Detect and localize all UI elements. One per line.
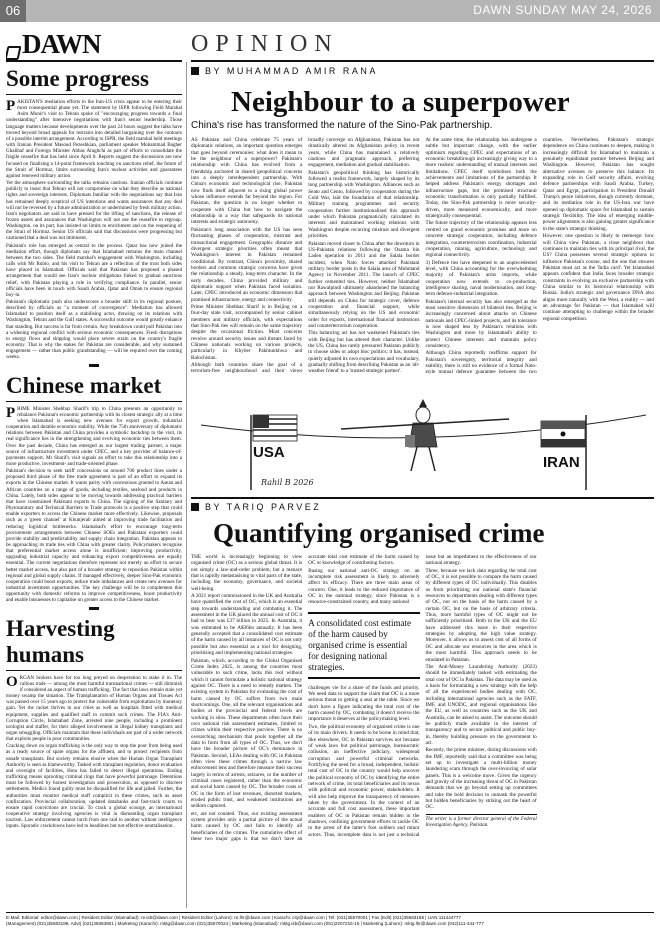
editorial-body-3 <box>6 675 182 830</box>
article-2-body <box>191 554 654 844</box>
paragraph: challenges vie for a share of the funds and priority. We need data to support the claim that OC is a more serious threat to getting a seat at the table. Since we don't have a figure indicating the total cost of the harm caused by OC, combating it doesn't receive the importance it deserves at the policymaking level. <box>308 684 420 723</box>
column-divider <box>186 62 187 908</box>
dropcap: O <box>6 673 18 690</box>
masthead <box>6 24 182 62</box>
paragraph: 3) Defence ties have deepened to an unprecedented level, with China accounting for the overwhelming majority of Pakistan's arms imports, while cooperation now extends to co-production, intelligence sharing, naval modernisation, and long-term defence-industrial integration. <box>425 259 537 298</box>
editorial-title-1: Some progress <box>6 66 182 95</box>
headline-2: Quantifying organised crime <box>213 518 545 548</box>
paragraph: The future trajectory of the relationship appears less centred on grand economic promises and more on concrete strategic cooperation, including defence integration, counterterrorism coordination, industrial cooperation, mining, agriculture, technology and regional connectivity. <box>425 220 537 259</box>
end-mark <box>6 606 182 612</box>
paragraph: Two, the political economy of organised crime is one of its main drivers. It needs to be borne in mind that, like elsewhere, OC in Pakistan survives not because of weak laws but political patronage, bureaucratic collusion, an ineffective judiciary, widespread corruption and powerful criminal networks. Fortifying the need for a broad, independent, holistic total cost of OC in the country would help uncover the political economy of OC by identifying the entire network of crime, its total beneficiaries and its nexus with political and economic power, stakeholders. It will also help improve the transparency of measures taken by the government. In the context of an accurate and full cost assessment, these important enablers of OC in Pakistan remain hidden in the shadows, confining government efforts to tackle OC to the arrest of the latter's foot soldiers and minor actors. Thus, incomplete data is not just a technical issue but an impediment to the effectiveness of our national strategy. <box>308 554 537 838</box>
paragraph: etc, are not counted. Thus, our existing assessment system provides only a partial picture of the actual harm caused by OC and fails to identify all beneficiaries of the crimes. The cumulative effect of these two major gaps is that we don't have an accurate total cost estimate of the harm caused by OC or knowledge of contributing factors. <box>191 554 420 843</box>
paragraph: AKISTAN'S mediation efforts in the Iran-US crisis appear to be entering their most consequential phase yet. The statement by ISPR following Field Marshal Asim Munir's visit to Tehran spoke of "encouraging progress towards a final understanding" after intensive negotiations with Iran's senior leadership. Those language matters because developments over the past 24 hours suggest the talks have moved beyond broad appeals for restraint into detailed bargaining over the contours of a possible interim arrangement. According to ISPR, the field marshal held meetings with Iranian President Masoud Pezeshkian, parliament speaker Mohammad Bagher Ghalibaf and Foreign Minister Abbas Araghchi as part of efforts to consolidate the fragile ceasefire that has held since April 8. Reports suggest the discussions are now focused on finalising a 14-point framework touching on sanctions relief, the future of the Strait of Hormuz, limits surrounding Iran's nuclear activities and guarantees against renewed military action. <box>6 99 182 179</box>
artist-signature: Rahil B 2026 <box>261 478 314 487</box>
paragraph: THE world is increasingly beginning to view organised crime (OC) as a serious global threat. It is not simply a law-and-order problem, but a menace that is rapidly metastasising to vital parts of the state, including the economy, governance, and societal well-being. <box>191 554 303 592</box>
paragraph: A 2021 report commissioned in the UK and Australia have quantified the cost of OC, which is an essential step towards understanding and combating it. The assessment in the UK placed the annual cost of OC it had to bear was £37 billion in 2025. In Australia, it was estimated to be A$36bn annually. It has been generally accepted that a consolidated cost estimate of the harm caused by all instances of OC is not only possible but also essential as a tool for designing, prioritising and implementing national strategies. <box>191 593 303 657</box>
paragraph: RIME Minister Shehbaz Sharif's trip to China presents an opportunity to rebalance Pakistan's economic partnership with its closest strategic ally at a time when Islamabad is seeking new avenues for export growth, industrial cooperation and durable economic stability. While the 75th anniversary of diplomatic relations between Pakistan and China provides a symbolic backdrop to the visit, its real significance lies in the strengthening and evolving economic ties between them. Over the past decade, China has emerged as our largest trading partner, a major source of infrastructure investment under CPEC, and a key provider of balance-of-payments support. Mr Sharif's visit signals an effort to take this relationship into a more productive, investment- and trade-oriented phase. <box>6 405 182 467</box>
section-label: OPINION <box>191 24 654 62</box>
end-mark <box>6 363 182 369</box>
usa-label: USA <box>253 444 285 461</box>
dateline: DAWN SUNDAY MAY 24, 2026 <box>473 3 652 17</box>
byline-square-icon <box>191 67 199 75</box>
paragraph: Pakistan's internal security has also emerged as the most sensitive dimension of bilateral ties. Beijing is increasingly concerned about attacks on Chinese nationals and CPEC-linked projects, and its tolerance is now shaped less by Pakistan's relations with Washington and more by Islamabad's ability to protect Chinese interests and maintain policy consistency. <box>425 298 537 349</box>
pull-quote: A consolidated cost estimate of the harm caused by organised crime is essential for designing national strategies. <box>308 612 419 679</box>
paragraph: Pakistan's diplomatic push also underscores a broader shift in its regional posture, described by officials as "a moment of convergence". Mediation has allowed Islamabad to position itself as a stabilising actor, drawing on its relations with Washington, Tehran and the Gulf states. A successful outcome would greatly enhance that standing. But success is far from certain. Any breakdown could pull Pakistan into a widening regional conflict with serious economic consequences. Fresh disruptions to energy flows and shipping would place severe strain on the country's fragile economy. That is why the stakes for Pakistan are considerable, and why sustained engagement — rather than public grandstanding — will be required over the coming weeks. <box>6 299 182 361</box>
cartoon-svg <box>191 385 654 493</box>
paragraph: Pakistan, which, according to the Global Organised Crime Index 2025, is among the countries most vulnerable to such crime, lacks this tool without which it cannot formulate a holistic national strategy against OC. There is a need to remedy matters. The existing system in Pakistan for evaluating the cost of harm caused by OC suffers from two main shortcomings. One, all the relevant organisations and bodies at the provincial and federal levels are working in silos. These departments often have their own national risk assessment estimates, limited to crimes within their respective purview. There is no overarching mechanism that pools together all the data to form from all types of OC. Thus, we don't have the broader picture of OC's dominance in Pakistan. Second, LEAs dealing with OC in Pakistan often view these crimes through a narrow law enforcement lens and therefore measure their success largely in terms of arrests, seizures, or the number of criminal cases registered, rather than the economic and social harm caused by OC. The broader costs of OC in the form of lost revenues, distorted markets, eroded public trust, and weakened institutions are seldom captured. <box>191 657 303 810</box>
headline-1: Neighbour to a superpower <box>231 86 570 118</box>
paragraph: Cracking down on organ trafficking is the only way to stop the poor from being used as a ready source of spare organs for the affluent, and to protect recipients from unsafe transplants. But society remains elusive when the Human Organ Transplant Authority is seen as blameworthy. Tasked with transplant regulation, donor evaluation and oversight of facilities, Hota has failed to detect illegal operations. Ending trafficking means uprooting criminal rings that have powerful patronage. Detentions must be followed by honest investigation and prosecution, as opposed to discreet settlements. Medics found guilty must be disqualified for life and jailed. Further, the authorities must monitor medical staff complicit in these crimes, such as asset confiscation. Provincial collaboration, updated databanks and fast-track courts to ensure rapid convictions are crucial. To crack a global scourge, an international cooperative strategy involving agencies is vital in dismantling organ transplant tourism. Law enforcement cannot lurch from one raid to another without intelligence inputs. Sporadic crackdowns have led to headlines but not effective neutralisation. <box>6 743 182 830</box>
paragraph: Basing our national anti-OC strategy on an incomplete risk assessment is likely to adversely affect its efficacy. There are three main areas of concern. One, it leads to the reduced importance of OC in the national strategy, since Pakistan is a resource-constrained country, and many national <box>308 567 420 606</box>
footer-line-1: E-Mail: Editorial: editor@dawn.com | Resident Editor (Islamabad): re.isb@dawn.com | Resident Editor (Lahore): re.lhr@dawn.com | Karachi: city@dawn.com | Tel: (021)35670001 | Fax (Edit) (021)35683188 | UAN 111444777 <box>6 915 462 920</box>
paragraph: Although both countries share the goal of a terrorism-free neighbourhood and their views broadly converge on Afghanistan, Pakistan has not drastically altered its Afghanistan policy in recent years, while China has maintained a relatively cautious and pragmatic approach, preferring engagement, mediation and gradual stabilisation. <box>191 137 420 375</box>
paragraph: Pakistan's long association with the US has seen fluctuating phases of cooperation, mistrust and transactional engagement. Geographic distance and divergent strategic priorities often meant that Washington's interest in Pakistan remained conditional. By contrast, China's proximity, shared borders and common strategic concerns have given the relationship a steady, long-term character. In the early decades, China provided military and diplomatic support when Pakistan faced isolation. Later, CPEC introduced an economic dimension that promised infrastructure, energy and connectivity. <box>191 226 303 303</box>
paragraph: Three, because we lack data regarding the total cost of OC, it is not possible to compare the harm caused by different types of OC individually. This disables us from prioritising our national state's financial resources to departments dealing with different types of OC, nor on the basis of the harm caused by a certain OC, but on the basis of arbitrary criteria. Thus, more harmful types of OC might not be sufficiently prioritised. Both in the UK and the EU have addressed this issue in their respective strategies by adopting the high value strategy. Moreover, it allows us to assess cost of all forms of OC and allocate our resources in the area which is the most harmful. This approach needs to be emulated in Pakistan. <box>425 567 537 663</box>
editorial-title-3: Harvesting humans <box>6 616 182 671</box>
dropcap: P <box>6 98 16 114</box>
deck: China's rise has transformed the nature of the Sino-Pak partnership. <box>191 120 493 131</box>
iran-label: IRAN <box>543 454 580 471</box>
footer-line-2: (Management) (021)35683189, Advt) (021)35683801 | Marketing (Karachi): mktg@dawn.com (021)35670024 | Marketing (Islamabad): mktg.isb@dawn.com (051)2207215-16 | Marketing (Lahore): mktg.lhr@dawn.com (042)111-444-777 <box>6 920 484 926</box>
paragraph: Although China reportedly reaffirms support for Pakistan's sovereignty, territorial integrity and stability, there is still no evidence of a formal Nato-style mutual defence guarantee between the two countries. Nevertheless, Pakistan's strategic dependence on China continues to deepen, making it increasingly difficult for Islamabad to maintain a genuinely equidistant posture between Beijing and Washington. However, Pakistan has sought alternative avenues to preserve this balance. Its expanding role in Gulf security affairs, evolving defence partnerships with Saudi Arabia, Turkey, Qatar and Egypt, participation in President Donald Trump's peace initiatives, though currently dormant, and its mediation role in the US-Iran war have opened up diplomatic space for Islamabad to sustain strategic flexibility. The idea of emerging middle-power alignments is also gaining greater significance in the state's strategic thinking. <box>425 137 654 376</box>
editorial-body-2 <box>6 406 182 604</box>
usa-flag <box>253 415 297 441</box>
editorial-column <box>6 24 182 908</box>
dawn-logo-icon <box>6 46 21 60</box>
author-note: The writer is a former director general of the Federal Investigation Agency, Pakistan. <box>426 814 537 830</box>
cartoon-illustration <box>191 385 654 493</box>
editorial-title-2: Chinese market <box>6 373 182 402</box>
paragraph: Pakistan's role has emerged as central to the process. Qatar has now joined the mediation effort, though diplomats say that Islamabad remains the main channel between the two sides. The field marshal's engagement with Washington, including calls with Mr Rubio, and his visit to Tehran are a reflection of the trust both sides have placed in Islamabad. Officials said that Pakistan has proposed a phased arrangement that would see Iran's nuclear obligations linked to gradual sanctions relief, with Pakistan playing a role in verifying compliance. In parallel, senior officials have been in touch with Saudi Arabia, Qatar and Oman to ensure regional buy-in. <box>6 242 182 298</box>
opinion-section <box>191 24 654 908</box>
dawn-logo: DAWN <box>22 29 101 59</box>
paragraph: Pakistan's decision to seek tariff concessions on around 700 product lines under a proposed third phase of the free trade agreement is part of an effort to expand its exports in the Chinese market. It wants parity with concessions granted to Asean and African countries on a range of goods, including textiles, seafood and products in China. Lately, both sides appear to be moving towards addressing practical barriers that have constrained Pakistani exports to China. The signing of the Sanitary and Phytosanitary and Technical Barriers to Trade protocols is a positive step that could enable exporters to access the Chinese market more effectively. Likewise, proposals such as a 'green channel' at Khunjerab aimed at improving trade facilitation and reducing logistical bottlenecks. Islamabad's effort to encourage long-term procurement arrangements between Chinese SOEs and Pakistani exporters could provide stability and predictability and supply chain integration. Pakistan appears to be approaching its trade ties with China with greater clarity. Policymakers recognise that preferential market access alone is insufficient; improving productivity, upgrading industrial capacity and enhancing export competitiveness are equally essential. The current negotiations therefore represent not merely an effort to secure better market access, but also part of a broader strategy to reposition Pakistan within regional and global supply chains. If managed effectively, deeper Sino-Pak economic cooperation could boost exports, reduce trade imbalances and create new avenues for industrial investment opportunities. The key challenge will be to complement this opportunity with domestic reforms to improve competitiveness, boost productivity and enable businesses to capitalise on greater access to the Chinese market. <box>6 468 182 604</box>
page-number: 06 <box>0 0 26 22</box>
byline-square-icon <box>191 503 199 511</box>
paragraph: RGAN brokers have for too long preyed on desperation to stake it in. The callous trade — among the most harmful transnational crimes — still diminish if considered an aspect of human trafficking. The fact that laws remain stale yet money swamp the situation. The Transplantation of Human Organs and Tissues Act was passed over 15 years ago to protect the vulnerable from exploitation by monetary gain. Yet the racket thrives in our cities as well as hospitals fitted with medical equipment, supplies and qualified staff to commit such crimes. The FIA's Anti-Corruption Circle, Islamabad Zone, arrested nine people, including a prominent urologist and staffer, for their alleged involvement in illegal kidney transplants and organ smuggling. Officials maintain that these individuals are part of a wider network that exploits people in poor communities. <box>6 674 182 743</box>
byline-1 <box>191 66 654 76</box>
paragraph: Prime Minister Shehbaz Sharif is in Beijing on a four-day state visit, accompanied by senior cabinet members and military officials, with expectations that Sino-Pak ties will remain on the same trajectory despite the occasional friction. Most concerns revolve around security issues and threats faced by Chinese nationals working on various projects, particularly in Khyber Pakhtunkhwa and Balochistan. <box>191 303 303 361</box>
header-bar <box>0 0 660 22</box>
byline-text: BY TARIQ PARVEZ <box>205 502 322 512</box>
article-1-body <box>191 137 654 381</box>
paragraph: The Anti-Money Laundering Authority (2023) should be immediately tasked with estimating the total cost of OC in Pakistan. The data may be used as a basis for formulating a new strategy with the help of all the experienced bodies dealing with OC, including international agencies such as the FATF, IMF, and UNODC, and regional organisations like the EU, as well as countries such as the UK and Australia, can be asked to assist. The outcome should be publicly made available in the interest of transparency and to secure political and public buy-in, thereby building pressure on the government to act. <box>425 663 537 746</box>
editorial-body-1 <box>6 99 182 361</box>
paragraph: However, one question is likely to reemerge: how will China view Pakistan, a close neighbour that continues to maintain ties with its principal rival, the US? China possesses several strategic options to influence Pakistan's course, and the one that ensures Pakistan must act as the 'India card'. Yet Islamabad appears confident that India faces broader strategic constraints in evolving an exclusive partnership with China similar to its historical relationship with Russia. India's strategic and governance DNA also aligns more naturally with the West, a reality — and an advantage for Pakistan — that Islamabad will continue attempting to challenge within the broader regional competition. <box>542 233 654 322</box>
paragraph: This balancing act has not weakened Pakistan's ties with Beijing but has altered their character. Unlike the US, China has rarely pressured Pakistan publicly to choose sides or adopt bloc politics; it has, instead, quietly adjusted its own expectations and vocabulary, gradually shifting from describing Pakistan as an 'all-weather friend' to a 'trusted strategic partner'. <box>308 330 420 375</box>
dropcap: P <box>6 404 16 421</box>
byline-text: BY MUHAMMAD AMIR RANA <box>205 66 378 76</box>
paragraph: Pakistan moved closer to China after the downturn in US-Pakistan relations following the Osama bin Laden operation in 2011 and the Salala border incident, when Nato forces attacked Pakistani military border posts in the Salala area of Mohmand Agency in November 2011. The launch of CPEC further cemented ties. However, neither Islamabad nor Rawalpindi ultimately abandoned the balancing approach between Washington and Beijing. Pakistan still depends on China for strategic cover, defence cooperation and financial support, while simultaneously relying on the US and economic order for exports, international financial institutions and counterterrorism cooperation. <box>308 240 420 329</box>
paragraph: Recently, the prime minister, during discussions with the IMF, reportedly said that a committee was being set up to investigate a multi-billion money laundering scam through the over-invoicing of solar panels. This is a welcome move. Given the urgency and gravity of the increasing threat of OC in Pakistan demands that we go beyond setting up committees and take the bold decision to unmask the powerful but hidden beneficiaries by striking out the heart of OC. <box>425 747 537 811</box>
footer <box>6 912 654 926</box>
paragraph: At the same time, the relationship has undergone a subtle but important change, with the earlier optimism regarding CPEC and expectations of an economic breakthrough increasingly giving way to a more realistic understanding of mutual interests and limitations. CPEC itself symbolises both the achievements and limitations of the partnership. It helped address Pakistan's energy shortages and infrastructure gaps, but the promised structural economic transformation is only partially fulfilled. Today, the Sino-Pak partnership is more security-driven, more measured economically, and more strategically consequential. <box>425 137 537 220</box>
paragraph: Yet the atmosphere surrounding the talks remains cautious. Iranian officials continue publicly to insist that Tehran will not compromise on what they describe as national rights and sovereign interests. Diplomats familiar with the negotiations say that Iran has remained deeply sceptical of US intentions and wants assurances that any deal will not be reversed by a future administration or undermined by fresh military action. Iran's negotiators are said to have pressed for the lifting of sanctions, the release of frozen assets and assurances that Washington will not use the ceasefire to regroup. Washington, on its part, has insisted on limits to enrichment and on the reopening of the Strait of Hormuz. Senior US officials said that discussions were progressing but cautioned that a deal was not imminent. <box>6 180 182 242</box>
iran-flag <box>541 421 585 447</box>
byline-2 <box>191 497 654 512</box>
paragraph: Pakistan's geopolitical thinking has historically followed a realist framework, largely shaped by its long partnership with Washington. Alliances such as Seato and Cento, followed by cooperation during the Cold War, laid the foundation of that relationship. Military training programmes and security cooperation further institutionalised this approach under which Pakistan pragmatically calculated its interests and maintained working relations with Washington despite recurring mistrust and divergent priorities. <box>308 169 420 240</box>
paragraph: AS Pakistan and China celebrate 75 years of diplomatic relations, an important question emerges that goes beyond ceremonies: what does it mean to be the neighbour of a superpower? Pakistan's relationship with China has evolved from a friendship anchored in shared geopolitical concerns into a deeply interdependent partnership. With China's economic and technological rise, Pakistan now finds itself adjacent to a rising global power whose influence extends far beyond the region. For Pakistan, the question is no longer whether to cooperate with China but how to navigate the relationship in a way that safeguards its national interests and strategic autonomy. <box>191 137 303 226</box>
